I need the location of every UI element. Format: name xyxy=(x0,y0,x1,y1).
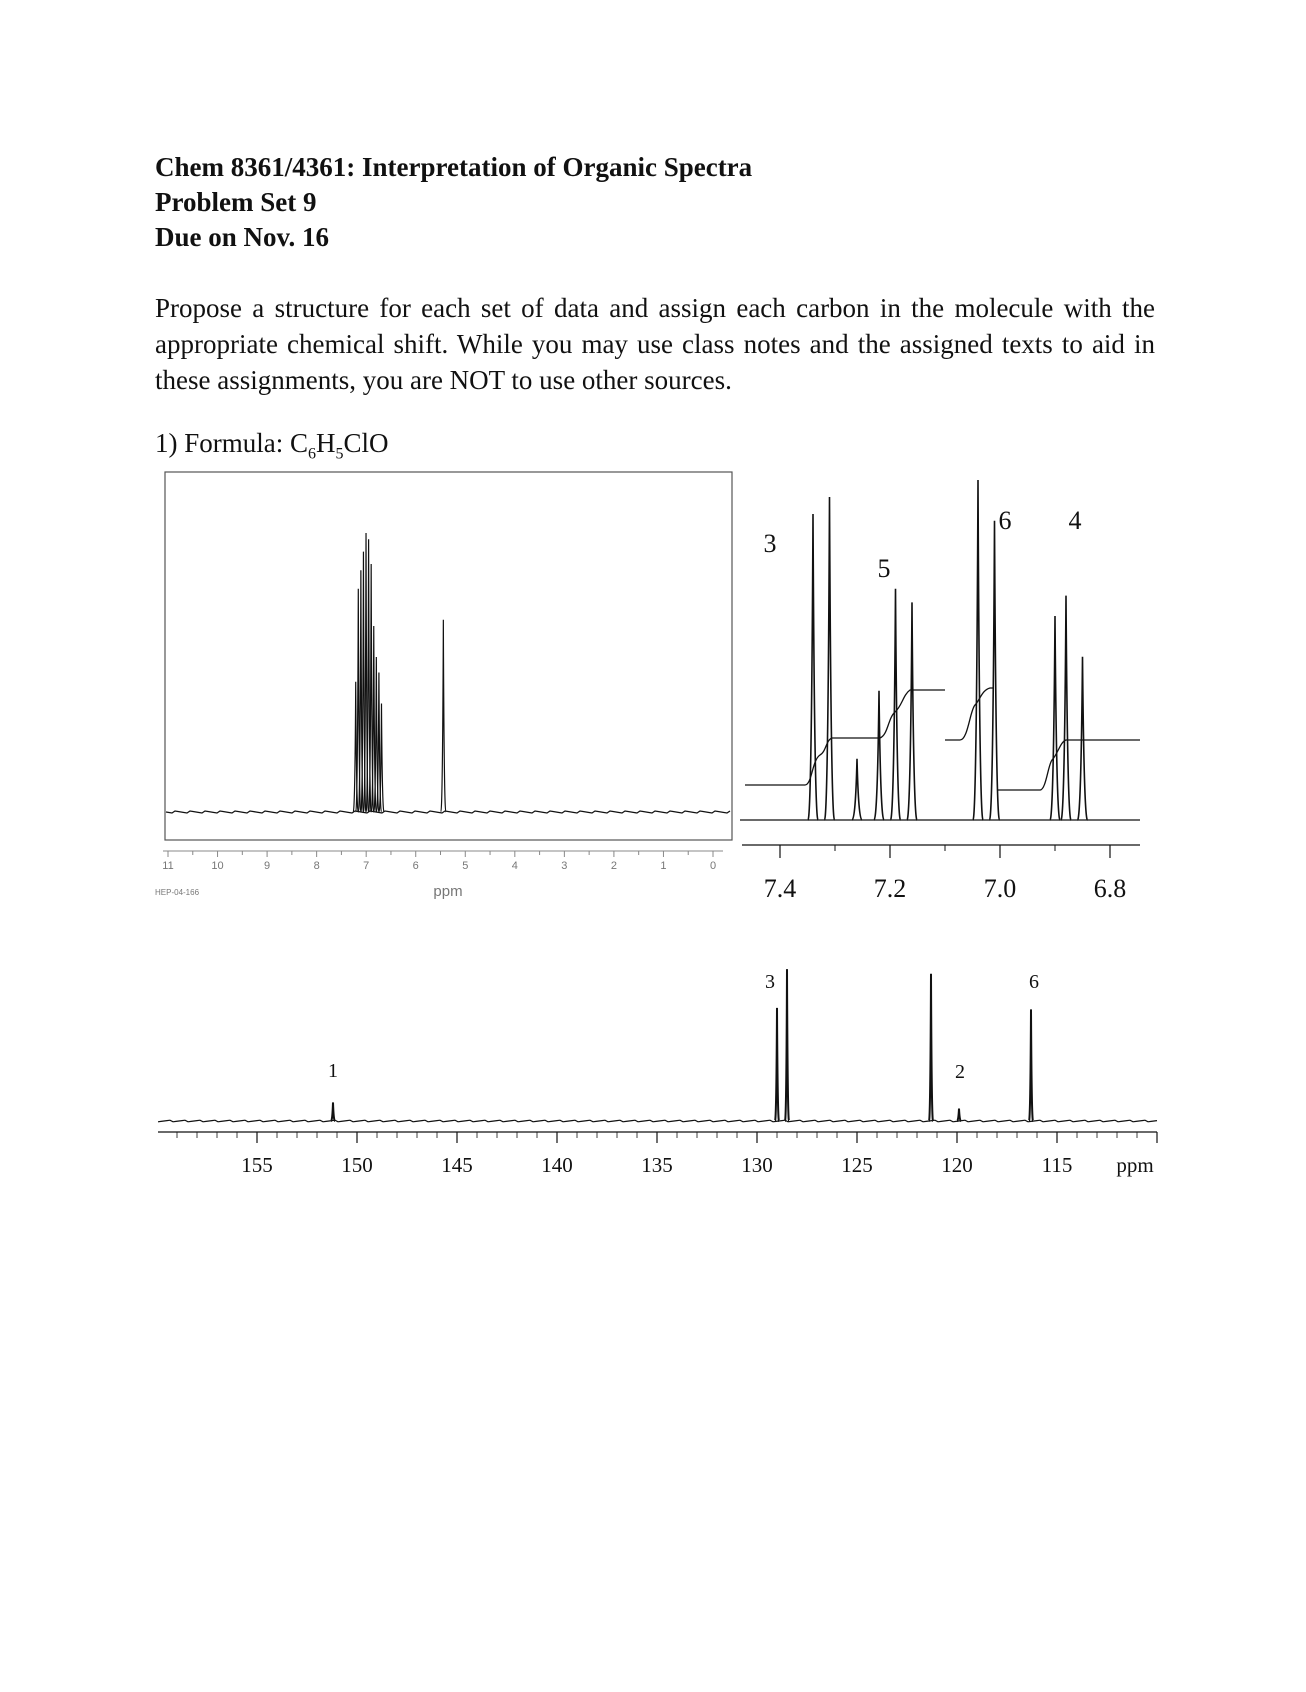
c13-nmr-peak xyxy=(1029,1009,1033,1121)
zoom-h-nmr-peak xyxy=(825,497,835,820)
axis-tick-label: 7.4 xyxy=(763,874,797,903)
axis-tick-label: 155 xyxy=(241,1153,273,1177)
zoom-h-nmr-peak xyxy=(891,589,901,820)
carbon-assignment-label: 2 xyxy=(955,1061,965,1083)
c13-nmr-peak xyxy=(775,1008,779,1121)
full-h-nmr-baseline xyxy=(166,811,730,813)
zoom-h-nmr-peak xyxy=(874,691,884,820)
axis-tick-label: 145 xyxy=(441,1153,473,1177)
full-h-nmr-axis xyxy=(162,851,723,872)
instructions-paragraph: Propose a structure for each set of data and assign each carbon in the molecule with the appropriate chemical shift. While you may use class notes and the assigned texts to aid in these assignments, you are NOT to use other sources. xyxy=(155,293,1155,395)
carbon-assignment-label: 3 xyxy=(765,971,775,993)
zoom-h-nmr-peak xyxy=(808,514,818,820)
proton-assignment-label: 4 xyxy=(1068,506,1082,535)
due-date: Due on Nov. 16 xyxy=(155,222,330,252)
zoom-h-nmr-peak xyxy=(990,521,1000,820)
axis-tick-label: 5 xyxy=(462,860,469,872)
axis-tick-label: 7.0 xyxy=(983,874,1017,903)
axis-tick-label: 10 xyxy=(211,860,224,872)
zoom-h-nmr-axis xyxy=(742,845,1140,903)
c13-nmr-peak xyxy=(957,1109,961,1121)
axis-tick-label: 140 xyxy=(541,1153,573,1177)
axis-tick-label: 130 xyxy=(741,1153,773,1177)
zoom-h-nmr-peak xyxy=(973,480,983,820)
formula-subscript: 6 xyxy=(308,445,317,463)
axis-tick-label: 9 xyxy=(264,860,271,872)
axis-tick-label: 2 xyxy=(610,860,617,872)
axis-tick-label: 8 xyxy=(313,860,320,872)
axis-tick-label: 4 xyxy=(511,860,518,872)
axis-tick-label: 1 xyxy=(660,860,667,872)
c13-nmr-unit: ppm xyxy=(1116,1153,1154,1177)
full-h-nmr-peaks xyxy=(353,533,446,812)
zoom-h-nmr-peak xyxy=(852,759,862,820)
axis-tick-label: 11 xyxy=(162,860,174,872)
c13-nmr-peaks xyxy=(158,969,1157,1122)
integral-curve xyxy=(945,688,993,740)
course-title: Chem 8361/4361: Interpretation of Organic Spectra xyxy=(155,152,753,182)
full-h-nmr-frame xyxy=(165,472,732,840)
zoom-h-nmr-peak xyxy=(907,602,917,820)
formula-subscript: 5 xyxy=(335,445,344,463)
c13-nmr-axis xyxy=(158,1132,1157,1177)
axis-tick-label: 115 xyxy=(1041,1153,1073,1177)
sample-id: HEP-04-166 xyxy=(155,888,200,897)
c13-nmr-peak xyxy=(785,969,789,1121)
zoom-h-nmr-labels xyxy=(764,506,1082,583)
zoom-h-nmr-peak xyxy=(1078,657,1088,820)
formula-element: H xyxy=(316,428,336,458)
zoom-h-nmr-peak xyxy=(1050,616,1060,820)
c13-nmr-peak xyxy=(929,974,933,1121)
axis-tick-label: 6.8 xyxy=(1093,874,1127,903)
c13-nmr-baseline xyxy=(158,1120,1157,1122)
axis-tick-label: 135 xyxy=(641,1153,673,1177)
axis-tick-label: 120 xyxy=(941,1153,973,1177)
h-nmr-peak xyxy=(441,620,446,812)
carbon-assignment-label: 6 xyxy=(1029,971,1039,993)
carbon-assignment-label: 1 xyxy=(328,1060,338,1082)
proton-assignment-label: 5 xyxy=(877,554,891,583)
axis-tick-label: 150 xyxy=(341,1153,373,1177)
proton-assignment-label: 6 xyxy=(998,506,1012,535)
formula-element: ClO xyxy=(343,428,389,458)
full-h-nmr-unit: ppm xyxy=(433,883,463,900)
zoom-h-nmr-peak xyxy=(1061,596,1071,820)
axis-tick-label: 125 xyxy=(841,1153,873,1177)
axis-tick-label: 6 xyxy=(412,860,419,872)
axis-tick-label: 3 xyxy=(561,860,568,872)
c13-nmr-peak xyxy=(331,1102,335,1121)
axis-tick-label: 0 xyxy=(709,860,717,872)
axis-tick-label: 7 xyxy=(363,860,370,872)
axis-tick-label: 7.2 xyxy=(873,874,907,903)
integral-curve xyxy=(745,738,880,785)
problem-1-prefix: 1) Formula: xyxy=(155,428,290,458)
proton-assignment-label: 3 xyxy=(763,529,777,558)
formula-element: C xyxy=(290,428,309,458)
problem-set-title: Problem Set 9 xyxy=(155,187,317,217)
